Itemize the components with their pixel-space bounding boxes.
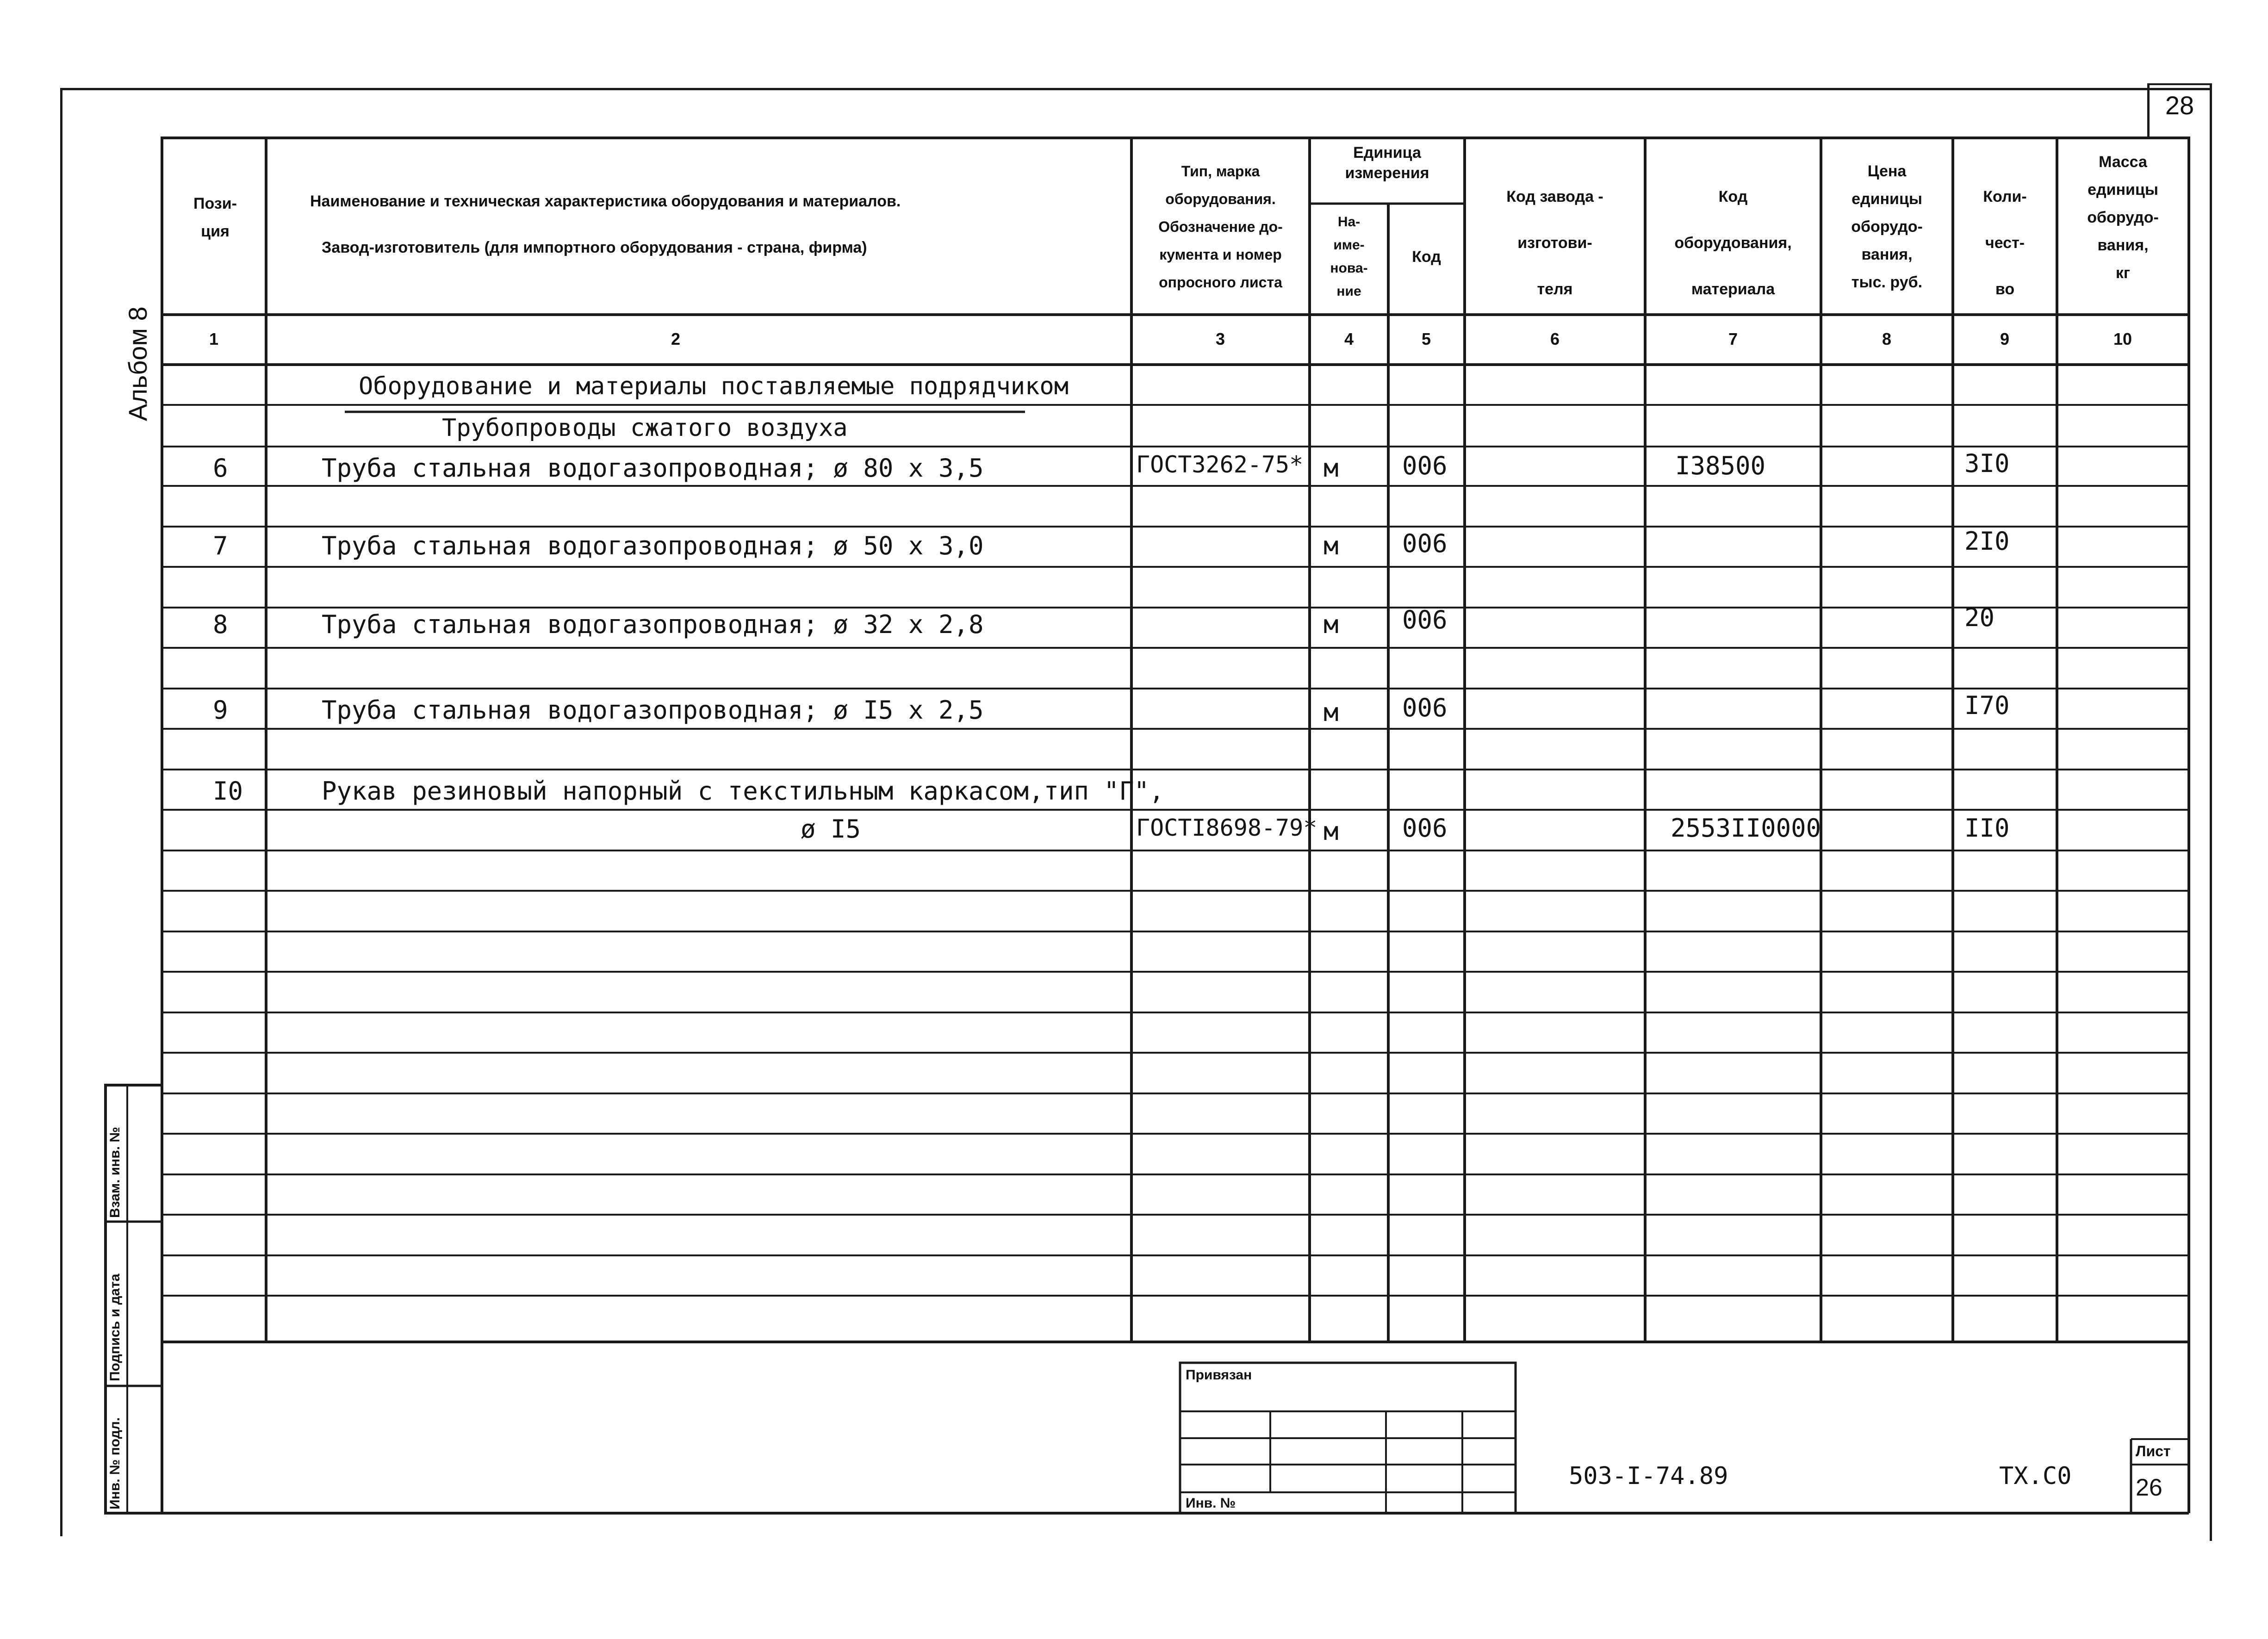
row-document: ГОСТ3262-75* bbox=[1136, 451, 1304, 478]
header-col-10: Масса единицы оборудо- вания, кг bbox=[2087, 153, 2159, 282]
row-unit-code: 006 bbox=[1402, 813, 1448, 843]
inv-no-label: Инв. № bbox=[1186, 1496, 1236, 1511]
row-unit-code: 006 bbox=[1402, 605, 1448, 634]
sheet-number: 26 bbox=[2136, 1474, 2162, 1501]
header-col-2: Наименование и техническая характеристика оборудования и материалов. Завод-изготовитель (для импортного оборудования - страна, фирма) bbox=[310, 192, 901, 256]
row-unit-code: 006 bbox=[1402, 529, 1448, 558]
document-mark: ТХ.С0 bbox=[1999, 1462, 2072, 1490]
row-quantity: 20 bbox=[1964, 603, 1995, 632]
header-col-6: Код завода - изготови- теля bbox=[1506, 188, 1603, 298]
column-number: 4 bbox=[1344, 329, 1354, 348]
document-code: 503-I-74.89 bbox=[1569, 1462, 1728, 1490]
row-unit: м bbox=[1324, 610, 1339, 639]
row-material-code: I38500 bbox=[1675, 451, 1766, 480]
privyazan-label: Привязан bbox=[1186, 1367, 1252, 1383]
row-name-continuation: ø I5 bbox=[801, 814, 861, 844]
row-quantity: 3I0 bbox=[1964, 449, 2010, 478]
column-number: 9 bbox=[2000, 329, 2010, 348]
row-quantity: II0 bbox=[1964, 813, 2010, 843]
row-name: Труба стальная водогазопроводная; ø I5 х 2,5 bbox=[322, 695, 984, 725]
side-stamp-signature-date: Подпись и дата bbox=[107, 1273, 123, 1381]
column-number: 2 bbox=[671, 329, 681, 348]
header-unit-group: Единица измерения bbox=[1345, 144, 1429, 182]
header-col-9: Коли- чест- во bbox=[1983, 188, 2027, 298]
column-number: 10 bbox=[2113, 329, 2132, 348]
header-col-4: На- име- нова- ние bbox=[1330, 214, 1368, 299]
side-stamp-inv-podl: Инв. № подл. bbox=[107, 1417, 123, 1509]
column-number: 7 bbox=[1728, 329, 1738, 348]
row-quantity: I70 bbox=[1964, 691, 2010, 720]
row-name: Рукав резиновый напорный с текстильным каркасом,тип "Г", bbox=[322, 776, 1164, 806]
row-name: Труба стальная водогазопроводная; ø 50 х 3,0 bbox=[322, 531, 984, 560]
row-position: 6 bbox=[213, 453, 228, 483]
side-stamp-vzam-inv: Взам. инв. № bbox=[107, 1127, 123, 1218]
header-col-1: Пози- ция bbox=[193, 195, 237, 240]
row-unit: м bbox=[1324, 698, 1339, 727]
row-position: 8 bbox=[213, 610, 228, 639]
row-unit: м bbox=[1324, 531, 1339, 560]
subsection-title: Трубопроводы сжатого воздуха bbox=[442, 414, 848, 442]
section-title: Оборудование и материалы поставляемые подрядчиком bbox=[359, 372, 1069, 400]
row-name: Труба стальная водогазопроводная; ø 32 х 2,8 bbox=[322, 610, 984, 639]
row-material-code: 2553II0000 bbox=[1671, 813, 1821, 843]
row-unit: м bbox=[1324, 453, 1339, 483]
column-number: 8 bbox=[1882, 329, 1892, 348]
row-document: ГОСТI8698-79* bbox=[1136, 814, 1317, 841]
header-col-8: Цена единицы оборудо- вания, тыс. руб. bbox=[1851, 162, 1923, 291]
column-number: 6 bbox=[1550, 329, 1560, 348]
column-number: 1 bbox=[209, 329, 219, 348]
sheet-label: Лист bbox=[2136, 1443, 2171, 1459]
row-position: I0 bbox=[213, 776, 243, 806]
row-unit-code: 006 bbox=[1402, 693, 1448, 722]
column-number: 3 bbox=[1215, 329, 1225, 348]
row-quantity: 2I0 bbox=[1964, 527, 2010, 556]
header-col-3: Тип, марка оборудования. Обозначение до- кумента и номер опросного листа bbox=[1158, 163, 1283, 291]
row-unit: м bbox=[1324, 817, 1339, 846]
header-col-5: Код bbox=[1412, 248, 1441, 266]
row-position: 7 bbox=[213, 531, 228, 560]
row-name: Труба стальная водогазопроводная; ø 80 х 3,5 bbox=[322, 453, 984, 483]
album-label: Альбом 8 bbox=[123, 306, 152, 421]
column-number: 5 bbox=[1421, 329, 1431, 348]
row-position: 9 bbox=[213, 695, 228, 725]
page-number: 28 bbox=[2165, 91, 2194, 120]
row-unit-code: 006 bbox=[1402, 451, 1448, 480]
header-col-7: Код оборудования, материала bbox=[1674, 188, 1792, 298]
